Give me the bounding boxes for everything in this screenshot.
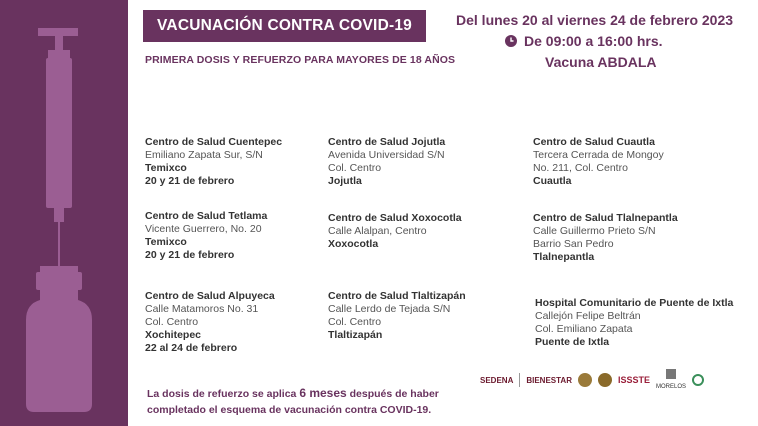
center-address: Col. Emiliano Zapata (535, 323, 633, 335)
syringe-icon (0, 0, 128, 426)
health-services-logo-icon (692, 374, 704, 386)
center-name: Centro de Salud Tlalnepantla (533, 212, 678, 224)
center-name: Centro de Salud Cuentepec (145, 136, 283, 148)
center-address: Col. Centro (328, 316, 382, 328)
center-jojutla (328, 136, 445, 188)
center-address: Calle Lerdo de Tejada S/N (328, 303, 451, 315)
center-tetlama (145, 210, 267, 262)
center-address: No. 211, Col. Centro (533, 162, 628, 174)
center-address: Avenida Universidad S/N (328, 149, 445, 161)
center-address: Vicente Guerrero, No. 20 (145, 223, 262, 235)
morelos-emblem-icon (664, 369, 678, 381)
center-city: Temixco (145, 236, 187, 248)
center-name: Hospital Comunitario de Puente de Ixtla (535, 297, 734, 309)
center-city: Tlaltizapán (328, 329, 383, 341)
booster-note-text: La dosis de refuerzo se aplica (147, 388, 300, 400)
center-cuentepec (145, 136, 282, 188)
center-address: Callejón Felipe Beltrán (535, 310, 641, 322)
bienestar-logo: BIENESTAR (526, 375, 572, 385)
center-name: Centro de Salud Alpuyeca (145, 290, 275, 302)
center-city: Temixco (145, 162, 187, 174)
booster-interval: 6 meses (299, 386, 347, 400)
center-address: Calle Alalpan, Centro (328, 225, 427, 237)
center-city: Jojutla (328, 175, 362, 187)
center-address: Tercera Cerrada de Mongoy (533, 149, 664, 161)
sedena-logo: SEDENA (480, 375, 514, 385)
morelos-logo (656, 369, 686, 391)
center-name: Centro de Salud Tlaltizapán (328, 290, 466, 302)
center-city: Tlalnepantla (533, 251, 595, 263)
page-subtitle: PRIMERA DOSIS Y REFUERZO PARA MAYORES DE 18 AÑOS (145, 54, 456, 66)
institution-logos (480, 366, 750, 394)
time-text: De 09:00 a 16:00 hrs. (524, 33, 663, 49)
center-address: Col. Centro (328, 162, 382, 174)
center-city: Puente de Ixtla (535, 336, 610, 348)
center-city: Cuautla (533, 175, 572, 187)
center-dates: 20 y 21 de febrero (145, 249, 235, 261)
center-puente-de-ixtla (535, 297, 733, 349)
sidebar-illustration (0, 0, 128, 426)
center-xoxocotla (328, 212, 462, 251)
center-city: Xochitepec (145, 329, 202, 341)
center-dates: 22 al 24 de febrero (145, 342, 238, 354)
time-range (505, 33, 663, 49)
center-name: Centro de Salud Cuautla (533, 136, 655, 148)
booster-note-line2: completado el esquema de vacunación contra COVID-19. (147, 404, 432, 416)
issste-logo: ISSSTE (617, 375, 650, 385)
page-title: VACUNACIÓN CONTRA COVID-19 (143, 10, 426, 42)
center-city: Xoxocotla (328, 238, 379, 250)
center-address: Emiliano Zapata Sur, S/N (145, 149, 263, 161)
center-alpuyeca (145, 290, 275, 355)
vaccine-name: Vacuna ABDALA (545, 54, 657, 70)
imss-logo-icon (578, 373, 592, 387)
center-tlaltizapan (328, 290, 466, 342)
center-name: Centro de Salud Xoxocotla (328, 212, 462, 224)
center-cuautla (533, 136, 664, 188)
center-address: Calle Matamoros No. 31 (145, 303, 259, 315)
date-range: Del lunes 20 al viernes 24 de febrero 2023 (456, 12, 734, 28)
booster-note-text: después de haber (346, 388, 439, 400)
center-name: Centro de Salud Jojutla (328, 136, 446, 148)
divider (519, 373, 520, 387)
center-address: Barrio San Pedro (533, 238, 614, 250)
center-address: Calle Guillermo Prieto S/N (533, 225, 656, 237)
morelos-label: MORELOS (656, 384, 687, 390)
issste-emblem-icon (598, 373, 612, 387)
booster-note (147, 385, 439, 418)
clock-icon (505, 35, 517, 47)
vial-icon (36, 272, 82, 290)
center-address: Col. Centro (145, 316, 199, 328)
center-dates: 20 y 21 de febrero (145, 175, 235, 187)
center-tlalnepantla (533, 212, 678, 264)
center-name: Centro de Salud Tetlama (145, 210, 268, 222)
